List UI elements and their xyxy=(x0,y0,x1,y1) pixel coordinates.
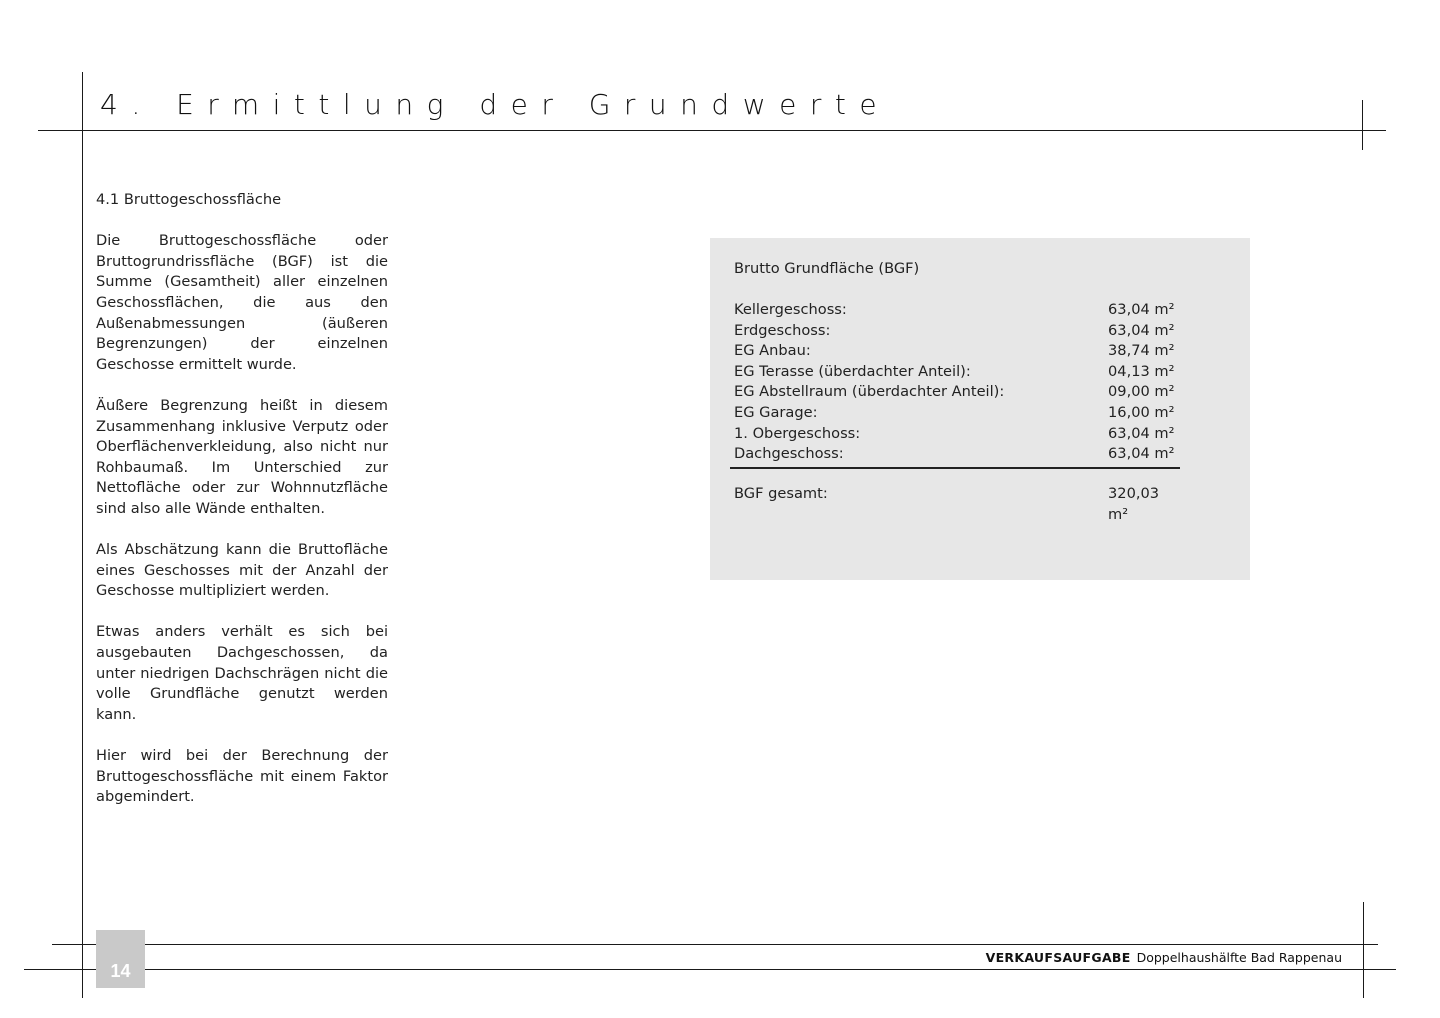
bgf-row xyxy=(734,341,1180,362)
bgf-sum-divider xyxy=(730,467,1180,469)
bgf-row-value: 09,00 m² xyxy=(1108,383,1175,401)
bgf-row xyxy=(734,300,1180,321)
left-frame-line xyxy=(82,72,83,998)
bgf-row-label: EG Abstellraum (überdachter Anteil): xyxy=(734,383,1005,401)
bgf-row xyxy=(734,444,1180,465)
bgf-row-label: Erdgeschoss: xyxy=(734,321,831,339)
bgf-row xyxy=(734,362,1180,383)
bgf-row-label: EG Terasse (überdachter Anteil): xyxy=(734,362,971,380)
page-title: 4. Ermittlung der Grundwerte xyxy=(100,88,891,121)
page-number: 14 xyxy=(110,961,131,981)
paragraph: Hier wird bei der Berechnung der Bruttogeschossfläche mit einem Faktor abgemindert. xyxy=(96,747,388,806)
footer-rule-bottom xyxy=(24,969,1396,970)
bgf-row xyxy=(734,382,1180,403)
bgf-list xyxy=(734,300,1180,469)
paragraph: Die Bruttogeschossfläche oder Bruttogrundrissfläche (BGF) ist die Summe (Gesamtheit) aller einzelnen Geschossflächen, die aus den Außenabmessungen (äußeren Begrenzungen) der einzelnen Geschosse ermittelt wurde. xyxy=(96,232,388,373)
footer-subtitle: Doppelhaushälfte Bad Rappenau xyxy=(1136,950,1342,965)
section-heading: 4.1 Bruttogeschossfläche xyxy=(96,191,282,208)
section-text xyxy=(96,190,388,828)
bgf-row-label: EG Anbau: xyxy=(734,342,811,360)
footer-caption xyxy=(986,950,1342,965)
bgf-row-label: EG Garage: xyxy=(734,403,818,421)
bgf-row-value: 04,13 m² xyxy=(1108,362,1175,380)
bgf-row xyxy=(734,321,1180,342)
bgf-total-row xyxy=(734,484,1180,525)
paragraph: Als Abschätzung kann die Bruttofläche eines Geschosses mit der Anzahl der Geschosse multipliziert werden. xyxy=(96,541,388,600)
bgf-row-value: 63,04 m² xyxy=(1108,301,1175,318)
bgf-row xyxy=(734,403,1180,424)
bgf-row-value: 63,04 m² xyxy=(1108,445,1175,463)
page-number-box xyxy=(96,930,145,988)
right-header-tick xyxy=(1362,100,1363,150)
bgf-summary-box xyxy=(710,238,1250,580)
footer-rule-top xyxy=(52,944,1378,945)
bgf-row xyxy=(734,424,1180,445)
footer-brand: VERKAUFSAUFGABE xyxy=(985,950,1131,965)
bgf-title: Brutto Grundfläche (BGF) xyxy=(734,260,920,277)
bgf-row-value: 16,00 m² xyxy=(1108,403,1175,421)
bgf-row-value: 63,04 m² xyxy=(1108,321,1175,339)
bgf-total-label: BGF gesamt: xyxy=(734,485,828,502)
bgf-row-value: 38,74 m² xyxy=(1108,342,1175,360)
bgf-row-label: Kellergeschoss: xyxy=(734,301,847,318)
right-footer-tick xyxy=(1363,902,1364,998)
bgf-row-value: 63,04 m² xyxy=(1108,424,1175,442)
bgf-row-label: Dachgeschoss: xyxy=(734,445,844,463)
bgf-total-value: 320,03 m² xyxy=(1108,485,1160,523)
paragraph: Äußere Begrenzung heißt in diesem Zusammenhang inklusive Verputz oder Oberflächenverkleidung, also nicht nur Rohbaumaß. Im Unterschied zur Nettofläche oder zur Wohnnutzfläche sind also alle Wände enthalten. xyxy=(96,396,388,517)
header-rule xyxy=(38,130,1386,131)
bgf-row-label: 1. Obergeschoss: xyxy=(734,424,861,442)
paragraph: Etwas anders verhält es sich bei ausgebauten Dachgeschossen, da unter niedrigen Dachschrägen nicht die volle Grundfläche genutzt werden kann. xyxy=(96,623,388,723)
